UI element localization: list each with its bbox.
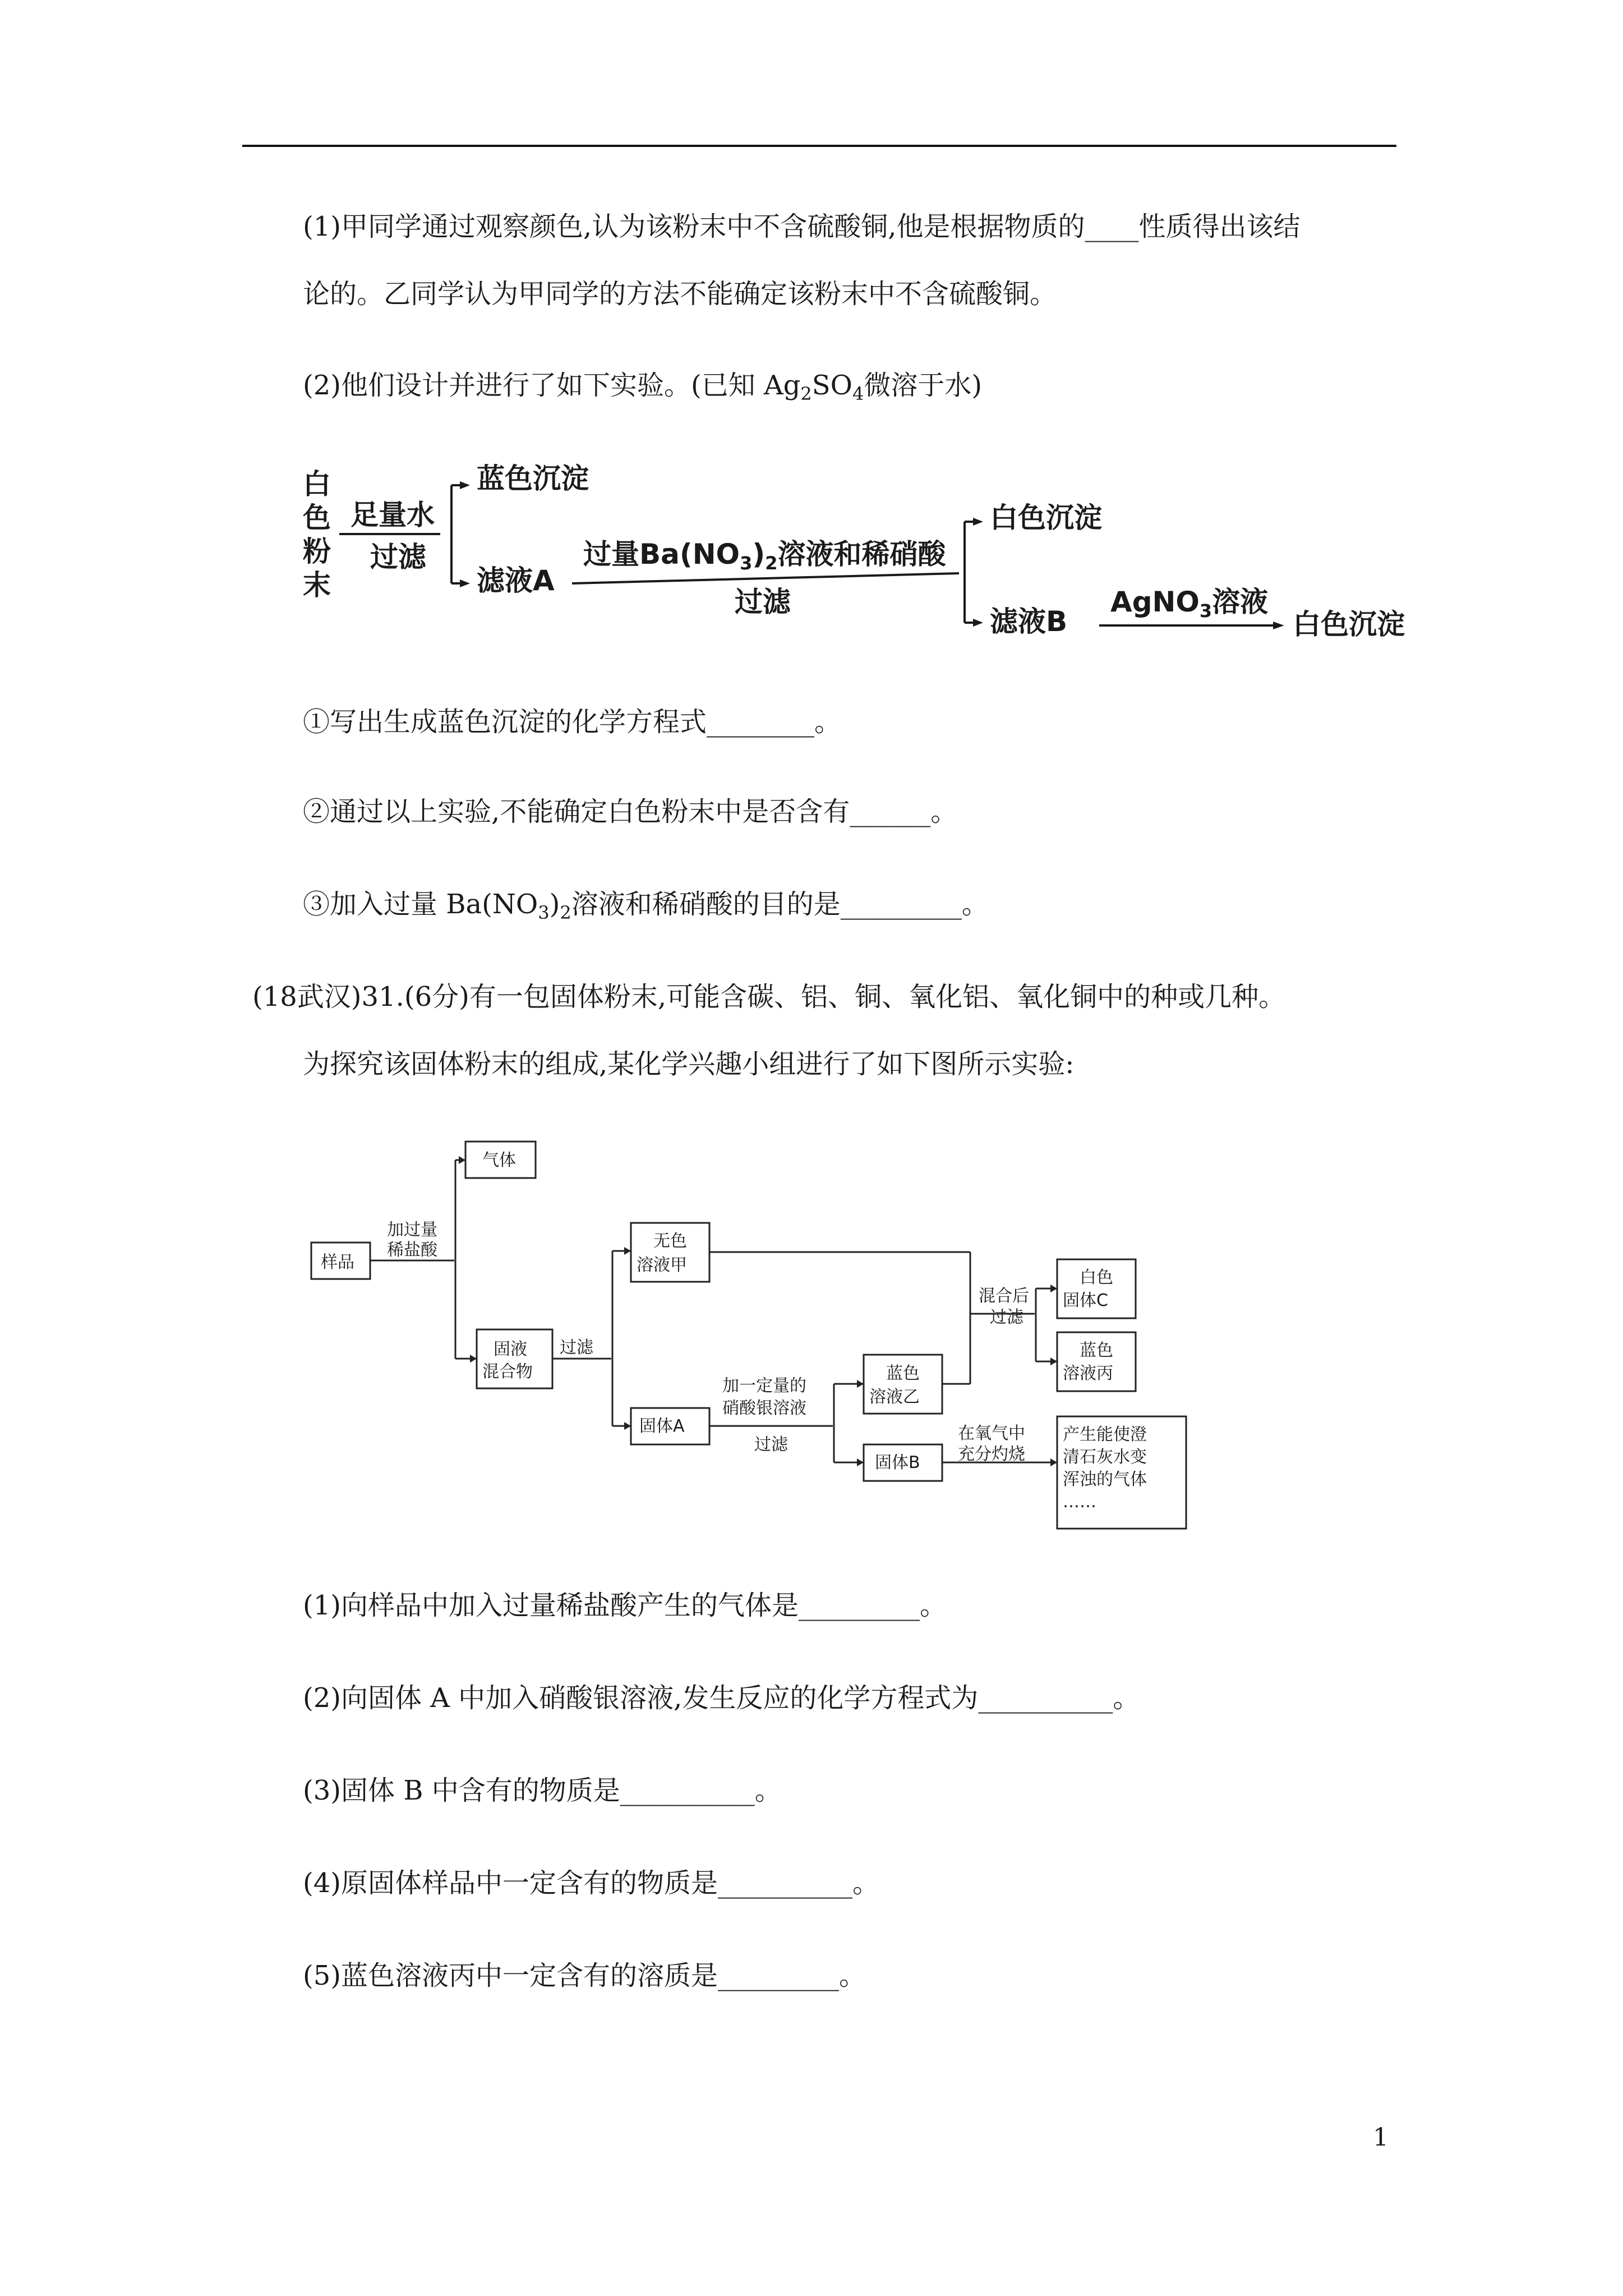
solution-yi-box-1: 蓝色 — [886, 1364, 920, 1383]
burn-label-2: 充分灼烧 — [958, 1444, 1025, 1464]
step2-bottom-label: 过滤 — [735, 586, 791, 618]
mix-filter-label-1: 混合后 — [979, 1286, 1029, 1306]
result-box-1: 产生能使澄 — [1063, 1425, 1147, 1444]
q1-line-1: (1)甲同学通过观察颜色,认为该粉末中不含硫酸铜,他是根据物质的____性质得出该结 — [303, 211, 1301, 242]
mixture-box-1: 固液 — [494, 1340, 527, 1359]
filtrate-a-label: 滤液A — [477, 564, 555, 597]
start-char-2: 色 — [303, 501, 331, 534]
burn-label-1: 在氧气中 — [958, 1424, 1025, 1443]
add-hcl-label-1: 加过量 — [387, 1220, 437, 1240]
sample-box: 样品 — [321, 1253, 354, 1272]
q2-answer-5: (5)蓝色溶液丙中一定含有的溶质是_________。 — [303, 1960, 866, 1991]
start-char-1: 白 — [303, 468, 331, 500]
step3-label: AgNO$_3$溶液 — [1110, 586, 1269, 622]
solid-b-box: 固体B — [875, 1453, 920, 1473]
step1-top-label: 足量水 — [351, 499, 435, 531]
filter2-label: 过滤 — [754, 1435, 788, 1455]
step1-bottom-label: 过滤 — [370, 541, 426, 573]
white-precipitate-2-label: 白色沉淀 — [1293, 608, 1405, 641]
result-box-3: 浑浊的气体 — [1063, 1470, 1147, 1489]
q2-intro-line-2: 为探究该固体粉末的组成,某化学兴趣小组进行了如下图所示实验: — [303, 1048, 1075, 1080]
solution-jia-box-1: 无色 — [653, 1231, 687, 1251]
filtrate-b-label: 滤液B — [990, 605, 1068, 638]
solution-bing-box-2: 溶液丙 — [1063, 1364, 1113, 1383]
q2-answer-4: (4)原固体样品中一定含有的物质是__________。 — [303, 1867, 879, 1899]
q1-line-2: 论的。乙同学认为甲同学的方法不能确定该粉末中不含硫酸铜。 — [303, 278, 1057, 310]
step2-top-label: 过量$Ba(NO_3)_2$溶液和稀硝酸 — [583, 538, 946, 574]
q1-sub-2: ②通过以上实验,不能确定白色粉末中是否含有______。 — [303, 796, 958, 827]
add-agno3-label-2: 硝酸银溶液 — [722, 1398, 806, 1418]
q2-answer-3: (3)固体 B 中含有的物质是__________。 — [303, 1775, 782, 1806]
solid-c-box-1: 白色 — [1080, 1268, 1113, 1287]
mixture-box-2: 混合物 — [482, 1362, 533, 1382]
add-agno3-label-1: 加一定量的 — [722, 1376, 806, 1396]
q2-answer-1: (1)向样品中加入过量稀盐酸产生的气体是_________。 — [303, 1590, 947, 1621]
gas-box: 气体 — [482, 1151, 516, 1170]
solid-c-box-2: 固体C — [1063, 1291, 1108, 1310]
start-char-3: 粉 — [303, 535, 331, 568]
header-rule — [242, 145, 1396, 147]
q2-answer-2: (2)向固体 A 中加入硝酸银溶液,发生反应的化学方程式为__________。 — [303, 1682, 1140, 1714]
page-number: 1 — [1373, 2123, 1389, 2152]
q2-intro-line-1: (18武汉)31.(6分)有一包固体粉末,可能含碳、铝、铜、氧化铝、氧化铜中的种或几种。 — [252, 981, 1286, 1013]
q1-sub-1: ①写出生成蓝色沉淀的化学方程式________。 — [303, 706, 842, 738]
start-char-4: 末 — [303, 569, 331, 601]
flow-diagram-2 — [308, 1139, 1206, 1531]
flow-diagram-1 — [292, 443, 1469, 656]
filter1-label: 过滤 — [560, 1338, 593, 1358]
result-box-4: …… — [1063, 1492, 1096, 1512]
result-box-2: 清石灰水变 — [1063, 1447, 1147, 1467]
q1-sub-3: ③加入过量 $Ba(NO_3)_2$溶液和稀硝酸的目的是_________。 — [303, 889, 989, 923]
solution-bing-box-1: 蓝色 — [1080, 1341, 1113, 1360]
q1-part-2: (2)他们设计并进行了如下实验。(已知 $Ag_2SO_4$微溶于水) — [303, 370, 983, 404]
blue-precipitate-label: 蓝色沉淀 — [477, 462, 589, 495]
add-hcl-label-2: 稀盐酸 — [387, 1240, 437, 1260]
solution-jia-box-2: 溶液甲 — [637, 1255, 687, 1275]
white-precipitate-1-label: 白色沉淀 — [990, 501, 1102, 534]
solid-a-box: 固体A — [639, 1416, 685, 1436]
mix-filter-label-2: 过滤 — [990, 1308, 1023, 1327]
solution-yi-box-2: 溶液乙 — [869, 1387, 920, 1407]
